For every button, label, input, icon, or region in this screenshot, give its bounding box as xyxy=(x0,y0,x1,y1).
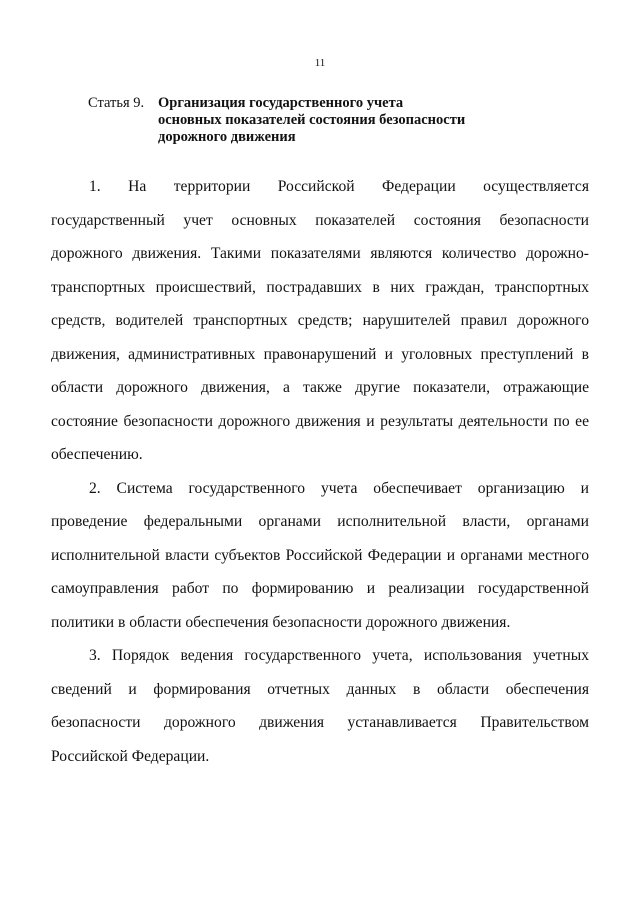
article-heading xyxy=(88,95,608,146)
article-label: Статья 9. xyxy=(88,95,145,111)
article-title-line: дорожного движения xyxy=(158,129,296,145)
paragraph-2: 2. Система государственного учета обеспечивает организацию и проведение федеральными органами исполнительной власти, органами исполнительной власти субъектов Российской Федерации и органами местного самоуправления работ по формированию и реализации государственной политики в области обеспечения безопасности дорожного движения. xyxy=(51,479,589,631)
article-title-line: основных показателей состояния безопасности xyxy=(158,112,466,128)
page-number: 11 xyxy=(314,57,326,69)
article-title xyxy=(158,95,608,146)
paragraph-1: 1. На территории Российской Федерации осуществляется государственный учет основных показателей состояния безопасности дорожного движения. Такими показателями являются количество дорожно-транспортных происшествий, пострадавших в них граждан, транспортных средств, водителей транспортных средств; нарушителей правил дорожного движения, административных правонарушений и уголовных преступлений в области дорожного движения, а также другие показатели, отражающие состояние безопасности дорожного движения и результаты деятельности по ее обеспечению. xyxy=(51,178,589,463)
paragraph-3: 3. Порядок ведения государственного учета, использования учетных сведений и формирования отчетных данных в области обеспечения безопасности дорожного движения устанавливается Правительством Российской Федерации. xyxy=(51,647,589,765)
article-title-line: Организация государственного учета xyxy=(158,95,404,111)
article-body xyxy=(51,170,589,773)
